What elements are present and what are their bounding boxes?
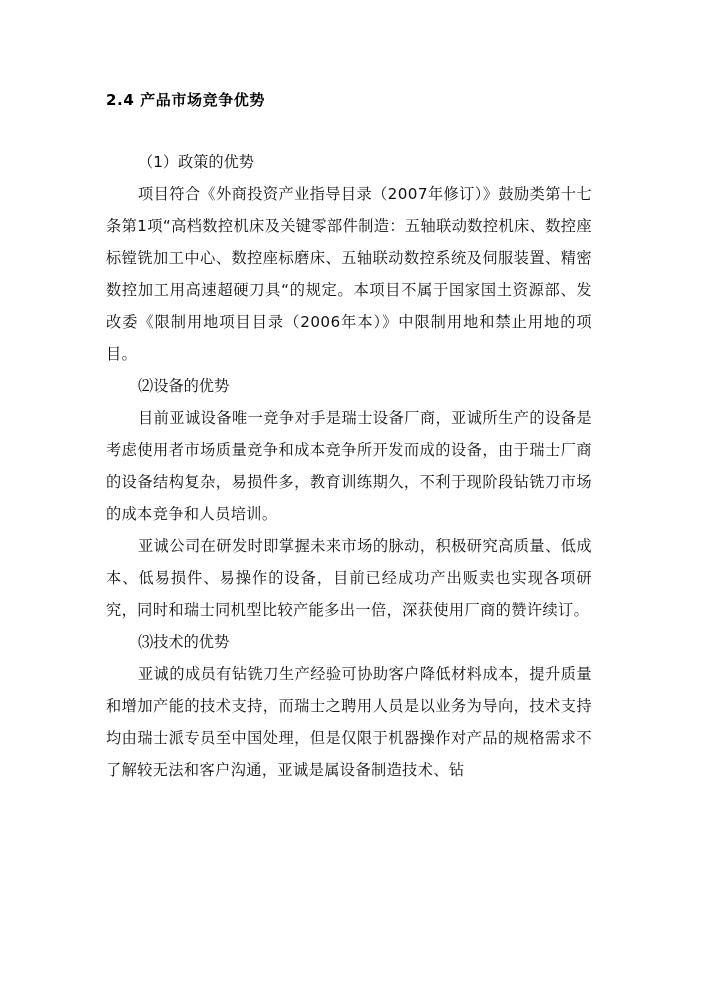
paragraph-equipment-competitor: 目前亚诚设备唯一竞争对手是瑞士设备厂商，亚诚所生产的设备是考虑使用者市场质量竞争和成本竞争所开发而成的设备，由于瑞士厂商的设备结构复杂，易损件多，教育训练期久，不利于现阶段钻铣刀市场的成本竞争和人员培训。 xyxy=(106,409,592,523)
paragraph-technology: 亚诚的成员有钻铣刀生产经验可协助客户降低材料成本，提升质量和增加产能的技术支持，而瑞士之聘用人员是以业务为导向，技术支持均由瑞士派专员至中国处理，但是仅限于机器操作对产品的规格需求不了解较无法和客户沟通，亚诚是属设备制造技术、钻 xyxy=(106,665,592,779)
paragraph-equipment-research: 亚诚公司在研发时即掌握未来市场的脉动，积极研究高质量、低成本、低易损件、易操作的设备，目前已经成功产出贩卖也实现各项研究，同时和瑞士同机型比较产能多出一倍，深获使用厂商的赞许续订。 xyxy=(106,537,592,619)
paragraph-policy: 项目符合《外商投资产业指导目录（2007年修订）》鼓励类第十七条第1项“高档数控机床及关键零部件制造：五轴联动数控机床、数控座标镗铣加工中心、数控座标磨床、五轴联动数控系统及伺服装置、精密数控加工用高速超硬刀具“的规定。本项目不属于国家国土资源部、发改委《限制用地项目目录（2006年本）》中限制用地和禁止用地的项目。 xyxy=(106,185,592,363)
subsection-title-technology: ⑶技术的优势 xyxy=(138,633,230,651)
section-heading: 2.4 产品市场竞争优势 xyxy=(106,91,265,109)
page-bottom-margin xyxy=(0,890,703,994)
document-body xyxy=(106,146,592,786)
subsection-title-equipment: ⑵设备的优势 xyxy=(138,377,230,395)
subsection-title-policy: （1）政策的优势 xyxy=(138,153,254,171)
